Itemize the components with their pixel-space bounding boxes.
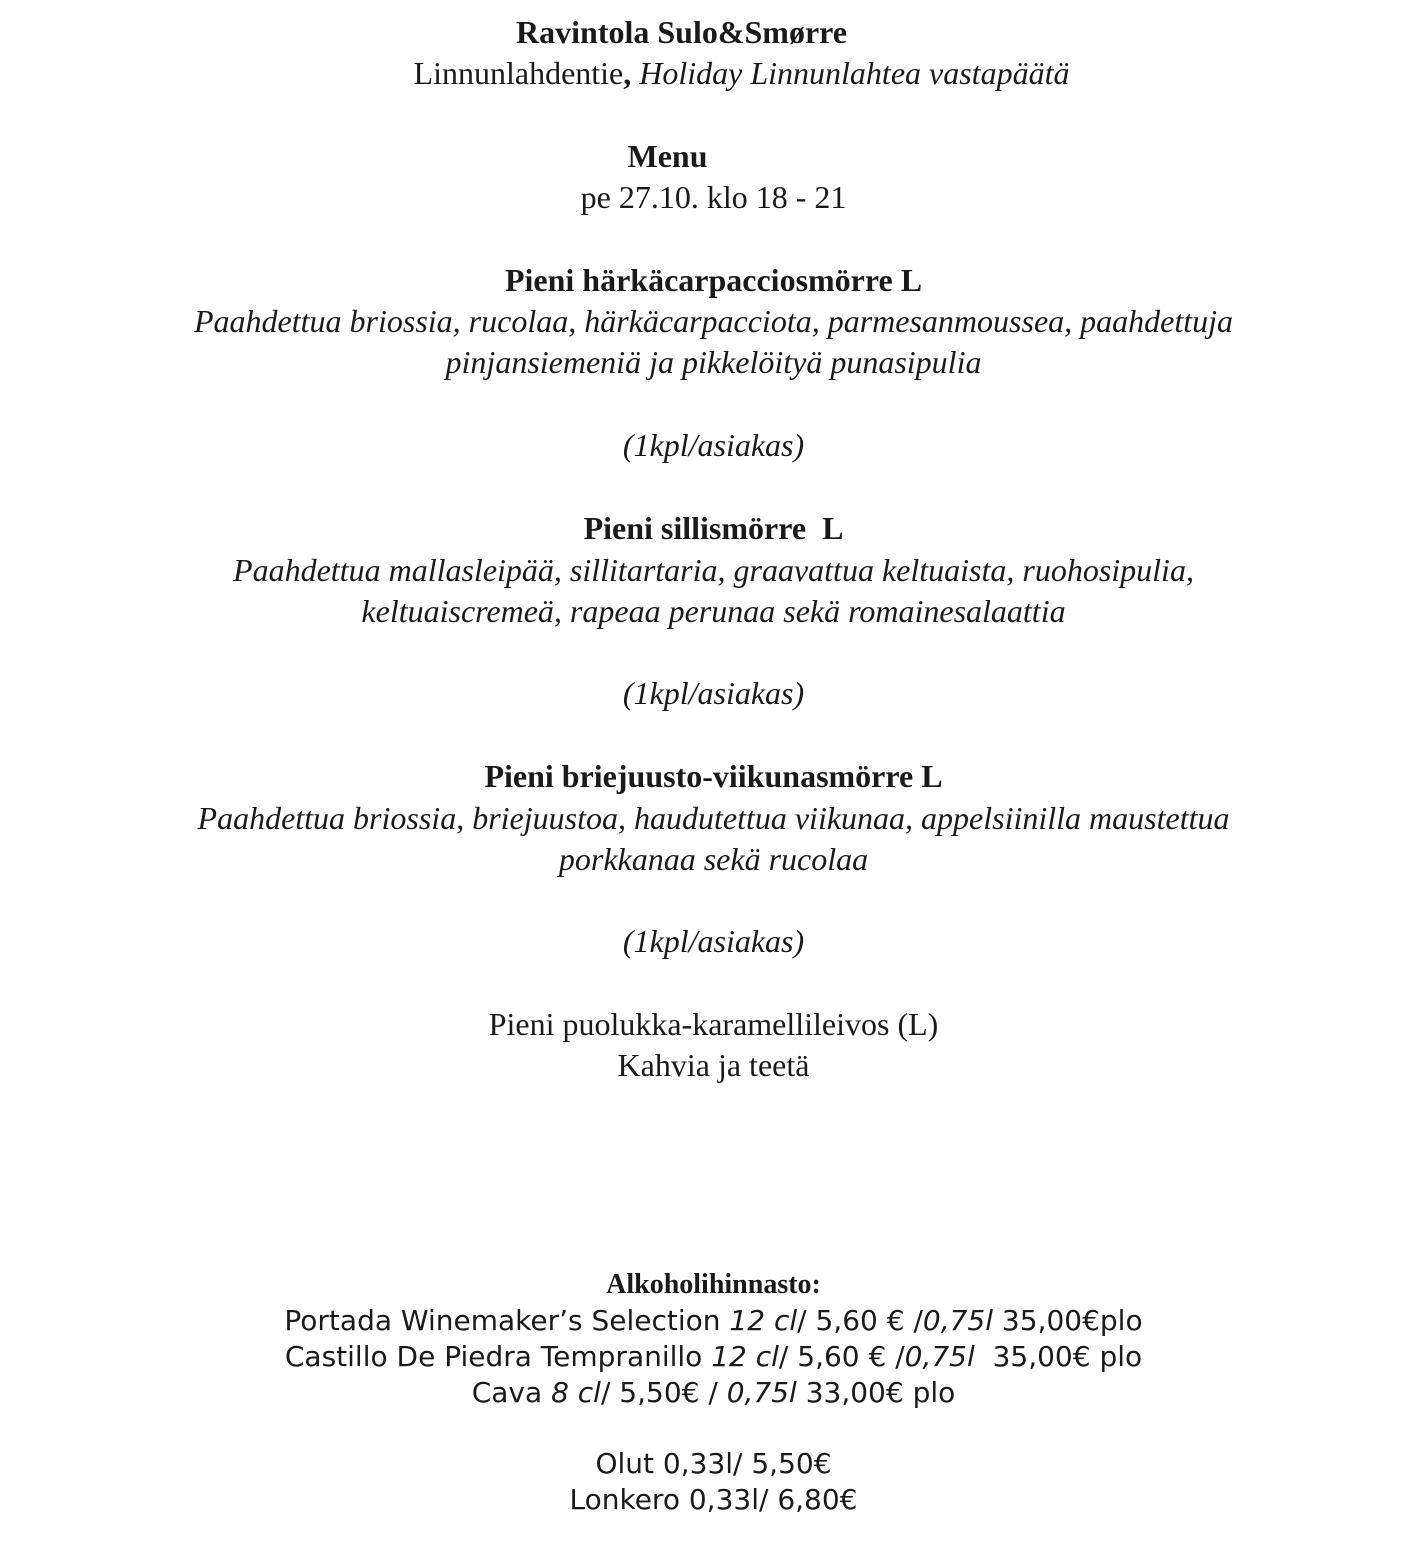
glass-price: / 5,60 € /: [778, 1340, 905, 1373]
bottle-size: 0,75l: [904, 1340, 975, 1373]
wine-price-row: [0, 1375, 1427, 1411]
dish-portion: (1kpl/asiakas): [622, 427, 805, 463]
menu-date-time: pe 27.10. klo 18 - 21: [580, 179, 847, 215]
glass-size: 12 cl: [711, 1340, 779, 1373]
wine-price-row: [0, 1303, 1427, 1339]
beer-price: Olut 0,33l/ 5,50€: [595, 1447, 832, 1480]
dish-description: keltuaiscremeä, rapeaa perunaa sekä romainesalaattia: [361, 593, 1066, 629]
glass-size: 8 cl: [551, 1376, 601, 1409]
bottle-price: 35,00€ plo: [974, 1340, 1143, 1373]
dish-description: pinjansiemeniä ja pikkelöityä punasipulia: [445, 344, 982, 380]
dish-portion: (1kpl/asiakas): [622, 923, 805, 959]
dish-description: porkkanaa sekä rucolaa: [558, 841, 869, 877]
wine-price-row: [0, 1339, 1427, 1375]
menu-title: Menu: [627, 138, 708, 174]
alcohol-price-list-title: Alkoholihinnasto:: [606, 1269, 821, 1300]
restaurant-name: Ravintola Sulo&Smørre: [516, 14, 847, 50]
wine-name: Castillo De Piedra Tempranillo: [284, 1340, 712, 1373]
dish-name: Pieni härkäcarpacciosmörre L: [504, 262, 923, 298]
dish-description: Paahdettua mallasleipää, sillitartaria, graavattua keltuaista, ruohosipulia,: [233, 552, 1194, 588]
glass-price: / 5,60 € /: [797, 1304, 923, 1337]
coffee-tea-item: Kahvia ja teetä: [617, 1047, 810, 1083]
wine-name: Portada Winemaker’s Selection: [284, 1304, 730, 1337]
glass-size: 12 cl: [729, 1304, 798, 1337]
dish-name: Pieni briejuusto-viikunasmörre L: [484, 758, 943, 794]
address-location-note: Holiday Linnunlahtea vastapäätä: [639, 55, 1070, 91]
bottle-price: 35,00€plo: [993, 1304, 1143, 1337]
bottle-price: 33,00€ plo: [796, 1376, 956, 1409]
cider-price: Lonkero 0,33l/ 6,80€: [569, 1483, 858, 1516]
dish-description: Paahdettua briossia, briejuustoa, haudutettua viikunaa, appelsiinilla maustettua: [197, 800, 1230, 836]
bottle-size: 0,75l: [922, 1304, 994, 1337]
wine-name: Cava: [471, 1376, 552, 1409]
dish-portion: (1kpl/asiakas): [622, 675, 805, 711]
address-comma: ,: [623, 55, 632, 91]
dessert-item: Pieni puolukka-karamellileivos (L): [488, 1006, 939, 1042]
address-street: Linnunlahdentie: [413, 55, 624, 91]
bottle-size: 0,75l: [726, 1376, 797, 1409]
restaurant-address: [28, 53, 1427, 93]
dish-name: Pieni sillismörre L: [583, 510, 844, 546]
glass-price: / 5,50€ /: [600, 1376, 727, 1409]
dish-description: Paahdettua briossia, rucolaa, härkäcarpacciota, parmesanmoussea, paahdettuja: [193, 303, 1234, 339]
